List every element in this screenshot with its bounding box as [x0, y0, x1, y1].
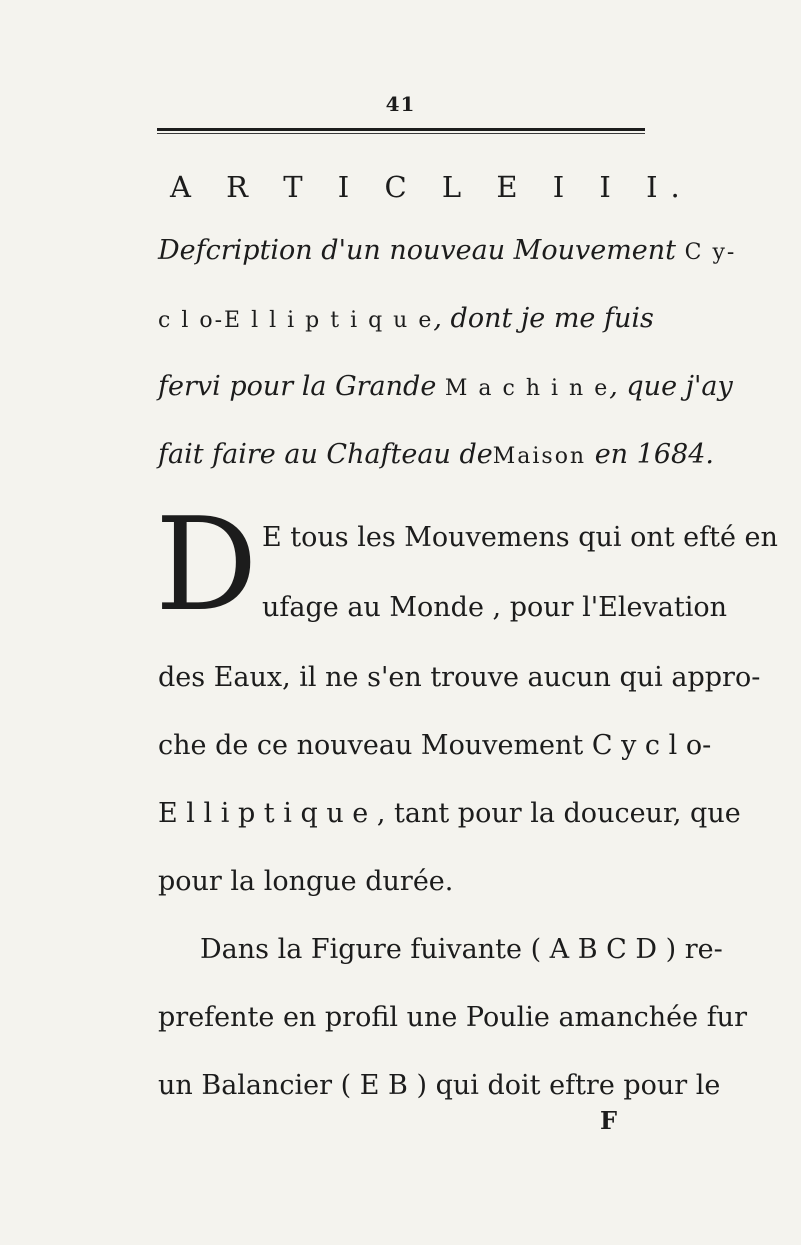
- drop-cap: D: [155, 491, 258, 640]
- subtitle-line-4-italic-a: fait faire au Chafteau de: [158, 439, 493, 470]
- body-line-5: E l l i p t i q u e , tant pour la douceur, que: [158, 798, 741, 829]
- subtitle-line-2: [158, 303, 654, 334]
- subtitle-line-1: [158, 235, 736, 266]
- body-line-8: prefente en profil une Poulie amanchée fur: [158, 1002, 747, 1033]
- subtitle-line-1-caps: C y-: [684, 240, 737, 265]
- header-rule: [157, 128, 645, 131]
- body-line-1: E tous les Mouvemens qui ont efté en: [262, 522, 778, 553]
- body-line-6: pour la longue durée.: [158, 866, 454, 897]
- subtitle-line-3-italic-a: fervi pour la Grande: [158, 371, 437, 402]
- body-line-4: che de ce nouveau Mouvement C y c l o-: [158, 730, 712, 761]
- page-number: 41: [385, 92, 416, 116]
- body-line-9: un Balancier ( E B ) qui doit eftre pour le: [158, 1070, 721, 1101]
- subtitle-line-1-italic: Defcription d'un nouveau Mouvement: [158, 235, 677, 266]
- body-line-7: Dans la Figure fuivante ( A B C D ) re-: [200, 934, 723, 965]
- subtitle-line-3: [158, 371, 733, 402]
- body-line-3: des Eaux, il ne s'en trouve aucun qui appro-: [158, 662, 761, 693]
- subtitle-line-3-caps: M a c h i n e: [444, 376, 610, 401]
- subtitle-line-4-italic-b: en 1684.: [594, 439, 714, 470]
- subtitle-line-2-italic: , dont je me fuis: [433, 303, 654, 334]
- subtitle-line-4-caps: Maison: [492, 444, 587, 469]
- subtitle-line-2-caps: c l o-E l l i p t i q u e: [158, 308, 434, 333]
- article-heading: A R T I C L E I I I.: [170, 170, 693, 204]
- subtitle-line-3-italic-b: , que j'ay: [609, 371, 733, 402]
- signature-mark: F: [600, 1106, 618, 1135]
- subtitle-line-4: [158, 439, 714, 470]
- body-line-2: ufage au Monde , pour l'Elevation: [262, 592, 727, 623]
